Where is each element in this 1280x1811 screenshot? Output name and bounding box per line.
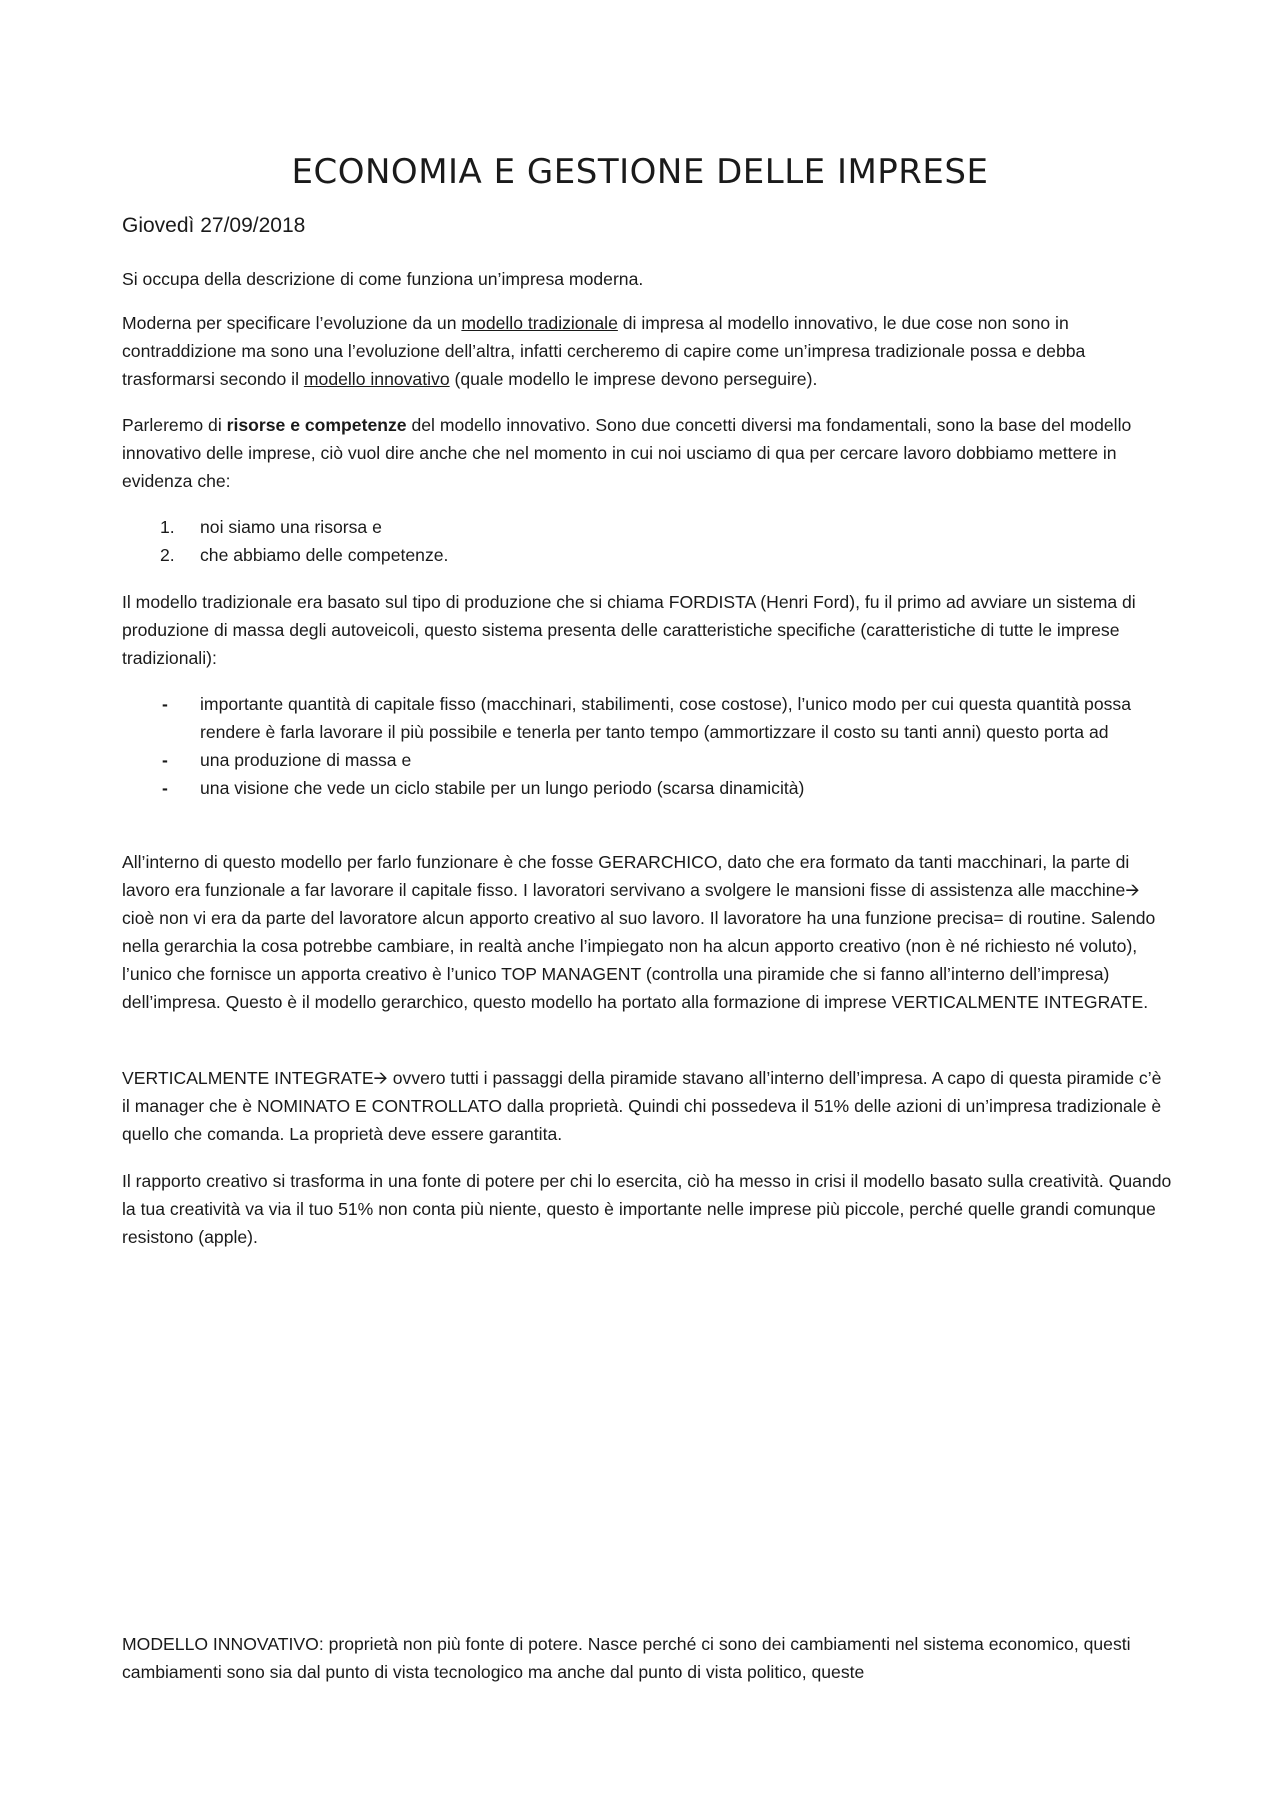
document-title: ECONOMIA E GESTIONE DELLE IMPRESE — [291, 152, 989, 192]
paragraph-intro — [122, 265, 1172, 293]
bold-term: risorse e competenze — [226, 415, 407, 435]
list-item: 1. noi siamo una risorsa e — [122, 513, 1172, 541]
paragraph-rapporto — [122, 1167, 1172, 1251]
paragraph-fordista — [122, 588, 1172, 672]
list-item: - una visione che vede un ciclo stabile per un lungo periodo (scarsa dinamicità) — [122, 774, 1172, 802]
underlined-term: modello tradizionale — [461, 313, 618, 333]
paragraph-text: MODELLO INNOVATIVO: proprietà non più fonte di potere. Nasce perché ci sono dei cambiamenti nel sistema economico, questi cambiamenti sono sia dal punto di vista tecnologico ma anche dal punto di vista politico, queste — [122, 1634, 1131, 1682]
list-item: - una produzione di massa e — [122, 746, 1172, 774]
list-bullet: - — [162, 778, 168, 798]
list-number: 1. — [160, 517, 175, 537]
list-item: 2. che abbiamo delle competenze. — [122, 541, 1172, 569]
underlined-term: modello innovativo — [303, 369, 450, 389]
bullet-list — [122, 690, 1172, 802]
paragraph-modern — [122, 309, 1172, 393]
paragraph-resources — [122, 411, 1172, 495]
list-item: - importante quantità di capitale fisso (macchinari, stabilimenti, cose costose), l’unico modo per cui questa quantità possa rendere è farla lavorare il più possibile e tenerla per tanto tempo (ammortizzare il costo su tanti anni) questo porta ad — [122, 690, 1172, 746]
paragraph-text: Si occupa della descrizione di come funziona un’impresa moderna. — [122, 269, 644, 289]
list-number: 2. — [160, 545, 175, 565]
paragraph-text: Moderna per specificare l’evoluzione da un modello tradizionale di impresa al modello innovativo, le due cose non sono in contraddizione ma sono una l’evoluzione dell’altra, infatti cercheremo di capire come un’impresa tradizionale possa e debba trasformarsi secondo il modello innovativo (quale modello le imprese devono perseguire). — [122, 313, 1086, 389]
list-bullet: - — [162, 694, 168, 714]
numbered-list — [122, 513, 1172, 569]
paragraph-text: Il modello tradizionale era basato sul tipo di produzione che si chiama FORDISTA (Henri Ford), fu il primo ad avviare un sistema di produzione di massa degli autoveicoli, questo sistema presenta delle caratteristiche specifiche (caratteristiche di tutte le imprese tradizionali): — [122, 592, 1136, 668]
lecture-date: Giovedì 27/09/2018 — [122, 214, 306, 237]
paragraph-text: Parleremo di risorse e competenze del modello innovativo. Sono due concetti diversi ma fondamentali, sono la base del modello innovativo delle imprese, ciò vuol dire anche che nel momento in cui noi usciamo di qua per cercare lavoro dobbiamo mettere in evidenza che: — [122, 415, 1132, 491]
paragraph-innovativo — [122, 1630, 1172, 1686]
paragraph-verticalmente — [122, 1064, 1172, 1148]
paragraph-text: All’interno di questo modello per farlo funzionare è che fosse GERARCHICO, dato che era formato da tanti macchinari, la parte di lavoro era funzionale a far lavorare il capitale fisso. I lavoratori servivano a svolgere le mansioni fisse di assistenza alle macchine🡪 cioè non vi era da parte del lavoratore alcun apporto creativo al suo lavoro. Il lavoratore ha una funzione precisa= di routine. Salendo nella gerarchia la cosa potrebbe cambiare, in realtà anche l’impiegato non ha alcun apporto creativo (non è né richiesto né voluto), l’unico che fornisce un apporta creativo è l’unico TOP MANAGENT (controlla una piramide che si fanno all’interno dell’impresa) dell’impresa. Questo è il modello gerarchico, questo modello ha portato alla formazione di imprese VERTICALMENTE INTEGRATE. — [122, 852, 1156, 1012]
paragraph-gerarchico — [122, 848, 1172, 1016]
paragraph-text: VERTICALMENTE INTEGRATE🡪 ovvero tutti i passaggi della piramide stavano all’interno dell’impresa. A capo di questa piramide c’è il manager che è NOMINATO E CONTROLLATO dalla proprietà. Quindi chi possedeva il 51% delle azioni di un’impresa tradizionale è quello che comanda. La proprietà deve essere garantita. — [122, 1068, 1162, 1144]
paragraph-text: Il rapporto creativo si trasforma in una fonte di potere per chi lo esercita, ciò ha messo in crisi il modello basato sulla creatività. Quando la tua creatività va via il tuo 51% non conta più niente, questo è importante nelle imprese più piccole, perché quelle grandi comunque resistono (apple). — [122, 1171, 1172, 1247]
list-bullet: - — [162, 750, 168, 770]
